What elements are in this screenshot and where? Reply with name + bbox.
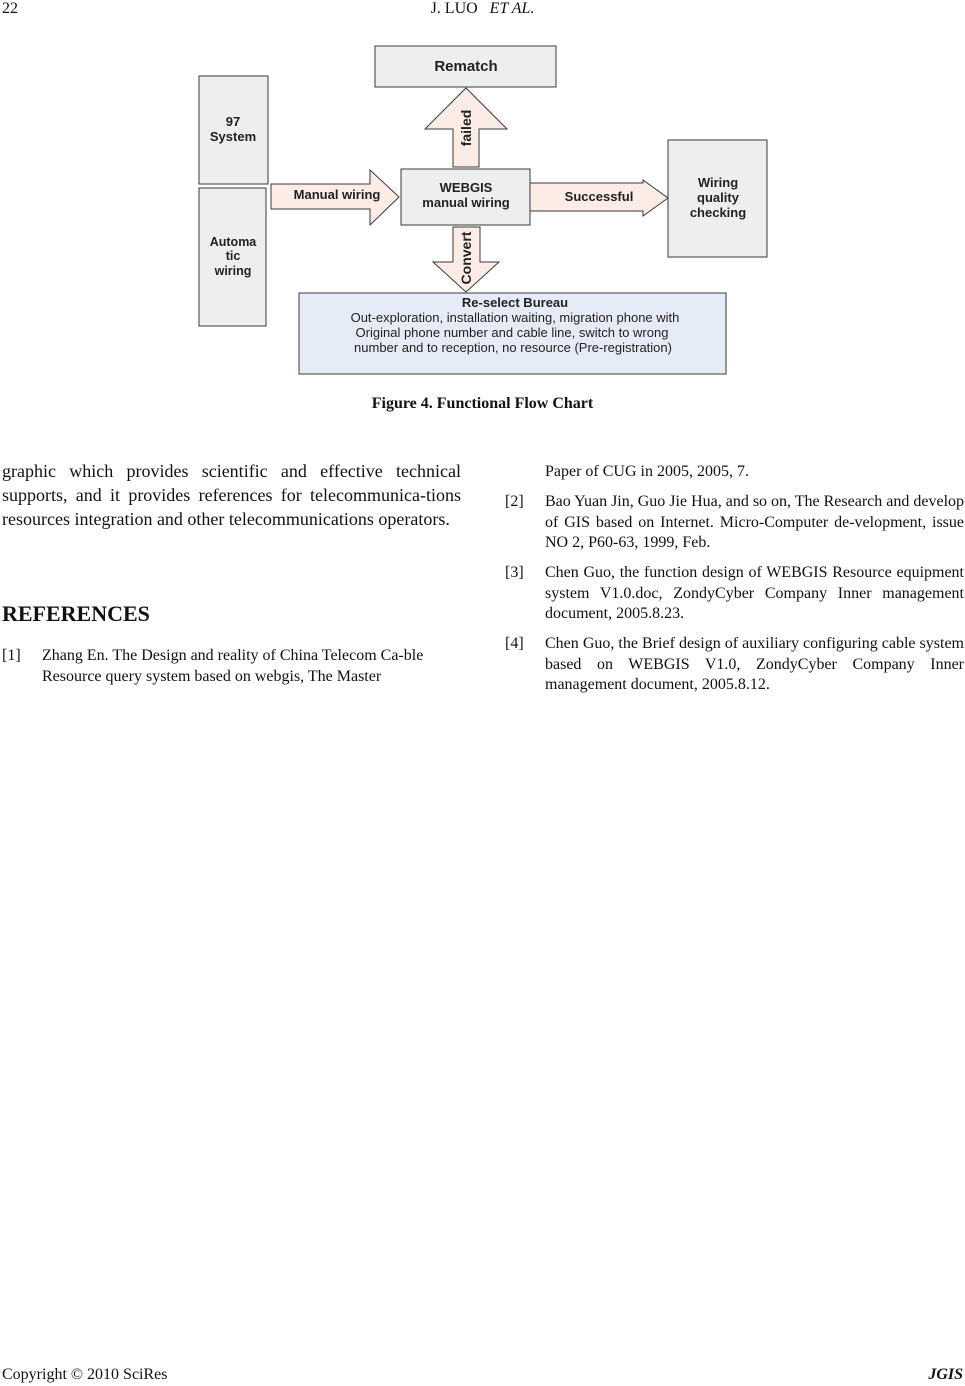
reference-text: Zhang En. The Design and reality of China Telecom Ca-ble Resource query system based on webgis, The Master: [42, 647, 424, 685]
reference-4: [505, 634, 965, 698]
reference-1: [2, 646, 454, 690]
reference-number: [4]: [505, 635, 524, 652]
reference-text: Chen Guo, the function design of WEBGIS Resource equipment system V1.0.doc, ZondyCyber Company Inner management document, 2005.8.23.: [545, 564, 964, 622]
reselect-line-1: Out-exploration, installation waiting, migration phone with: [350, 310, 680, 325]
references-heading: REFERENCES: [2, 601, 150, 626]
reference-3: [505, 563, 965, 627]
journal-name: JGIS: [928, 1366, 963, 1383]
body-paragraph: graphic which provides scientific and effective technical supports, and it provides references for telecommunica-tions resources integration and other telecommunications operators.: [2, 461, 461, 529]
system-97-line-2: System: [209, 129, 257, 144]
automatic-wiring-line-3: wiring: [214, 264, 252, 278]
running-head-etal: ET AL.: [489, 0, 535, 17]
convert-label: Convert: [458, 231, 474, 285]
wiring-quality-line-3: checking: [689, 205, 747, 220]
rematch-label: Rematch: [434, 58, 498, 75]
reselect-line-3: number and to reception, no resource (Pre-registration): [354, 340, 672, 355]
page-number: 22: [2, 0, 18, 17]
automatic-wiring-line-2: tic: [225, 249, 241, 263]
successful-label: Successful: [564, 189, 634, 204]
wiring-quality-line-2: quality: [697, 190, 739, 205]
reference-number: [1]: [2, 647, 21, 664]
webgis-line-1: WEBGIS: [439, 180, 493, 195]
functional-flow-chart: [0, 0, 965, 390]
webgis-line-2: manual wiring: [422, 195, 510, 210]
figure-caption: Figure 4. Functional Flow Chart: [371, 395, 594, 412]
reselect-line-2: Original phone number and cable line, switch to wrong: [355, 325, 669, 340]
reference-number: [2]: [505, 493, 524, 510]
reference-text: Bao Yuan Jin, Guo Jie Hua, and so on, The Research and develop of GIS based on Internet. Micro-Computer de-velopment, issue NO 2, P60-63, 1999, Feb.: [545, 493, 965, 551]
reference-number: [3]: [505, 564, 524, 581]
copyright-notice: Copyright © 2010 SciRes: [2, 1366, 168, 1383]
automatic-wiring-line-1: Automa: [209, 235, 257, 249]
reference-1-continuation: Paper of CUG in 2005, 2005, 7.: [545, 463, 749, 480]
system-97-line-1: 97: [225, 114, 241, 129]
reselect-title: Re-select Bureau: [461, 295, 569, 310]
manual-wiring-label: Manual wiring: [293, 187, 381, 202]
running-head-author: J. LUO: [430, 0, 478, 17]
reference-text: Chen Guo, the Brief design of auxiliary configuring cable system based on WEBGIS V1.0, ZondyCyber Company Inner management document, 2005.8.12.: [545, 635, 964, 693]
failed-label: failed: [458, 109, 474, 147]
reference-2: [505, 492, 965, 556]
wiring-quality-line-1: Wiring: [697, 175, 739, 190]
